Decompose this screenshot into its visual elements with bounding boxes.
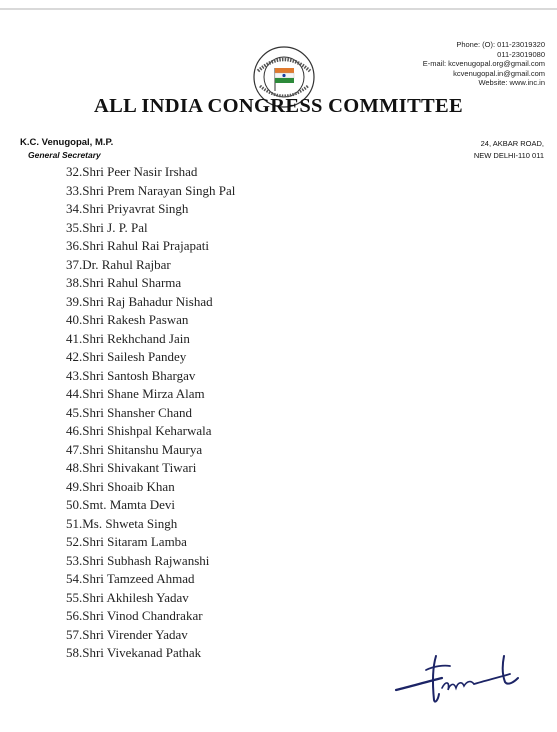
website-line: Website: www.inc.in <box>478 78 545 88</box>
member-list-item: 45.Shri Shansher Chand <box>66 404 193 420</box>
sender-role: General Secretary <box>28 150 101 160</box>
member-list-item: 48.Shri Shivakant Tiwari <box>66 460 197 475</box>
member-list-item: 58.Shri Vivekanad Pathak <box>66 645 202 660</box>
member-list-item: 55.Shri Akhilesh Yadav <box>66 589 189 605</box>
top-divider <box>0 8 557 10</box>
member-list-item: 53.Shri Subhash Rajwanshi <box>66 552 210 568</box>
address-block <box>474 138 544 162</box>
member-list-item: 41.Shri Rekhchand Jain <box>66 330 190 346</box>
member-list-item: 44.Shri Shane Mirza Alam <box>66 386 205 401</box>
email-line: E-mail: kcvenugopal.org@gmail.com <box>422 59 545 69</box>
member-list-item: 57.Shri Virender Yadav <box>66 626 188 642</box>
member-list-item: 32.Shri Peer Nasir Irshad <box>66 164 198 179</box>
address-line-1: 24, AKBAR ROAD, <box>480 139 544 148</box>
member-list-item: 34.Shri Priyavrat Singh <box>66 201 189 216</box>
member-list-item: 52.Shri Sitaram Lamba <box>66 534 187 549</box>
member-list-item: 43.Shri Santosh Bhargav <box>66 367 196 383</box>
member-list-item: 36.Shri Rahul Rai Prajapati <box>66 238 209 253</box>
member-list-item: 39.Shri Raj Bahadur Nishad <box>66 293 213 309</box>
sender-name: K.C. Venugopal, M.P. <box>20 137 114 148</box>
member-list-item: 40.Shri Rakesh Paswan <box>66 312 189 327</box>
member-list-item: 38.Shri Rahul Sharma <box>66 275 182 290</box>
member-list-item: 54.Shri Tamzeed Ahmad <box>66 571 195 586</box>
member-list-item: 42.Shri Sailesh Pandey <box>66 349 187 364</box>
document-title: ALL INDIA CONGRESS COMMITTEE <box>94 95 463 117</box>
member-list-item: 49.Shri Shoaib Khan <box>66 478 175 494</box>
member-list-item: 33.Shri Prem Narayan Singh Pal <box>66 182 236 198</box>
signature-icon <box>392 648 522 708</box>
member-list-item: 35.Shri J. P. Pal <box>66 219 148 235</box>
member-list-item: 37.Dr. Rahul Rajbar <box>66 256 171 272</box>
email-line-2: kcvenugopal.in@gmail.com <box>453 68 545 78</box>
member-list-item: 47.Shri Shitanshu Maurya <box>66 441 203 457</box>
address-line-2: NEW DELHI-110 011 <box>473 151 544 160</box>
member-list-item: 46.Shri Shishpal Keharwala <box>66 423 212 438</box>
contact-block <box>423 40 545 88</box>
member-list-item: 56.Shri Vinod Chandrakar <box>66 608 203 623</box>
phone-line-2: 011-23019080 <box>497 49 545 59</box>
member-list <box>66 163 235 663</box>
member-list-item: 50.Smt. Mamta Devi <box>66 497 176 512</box>
phone-line: Phone: (O): 011-23019320 <box>456 40 545 49</box>
member-list-item: 51.Ms. Shweta Singh <box>66 515 178 531</box>
